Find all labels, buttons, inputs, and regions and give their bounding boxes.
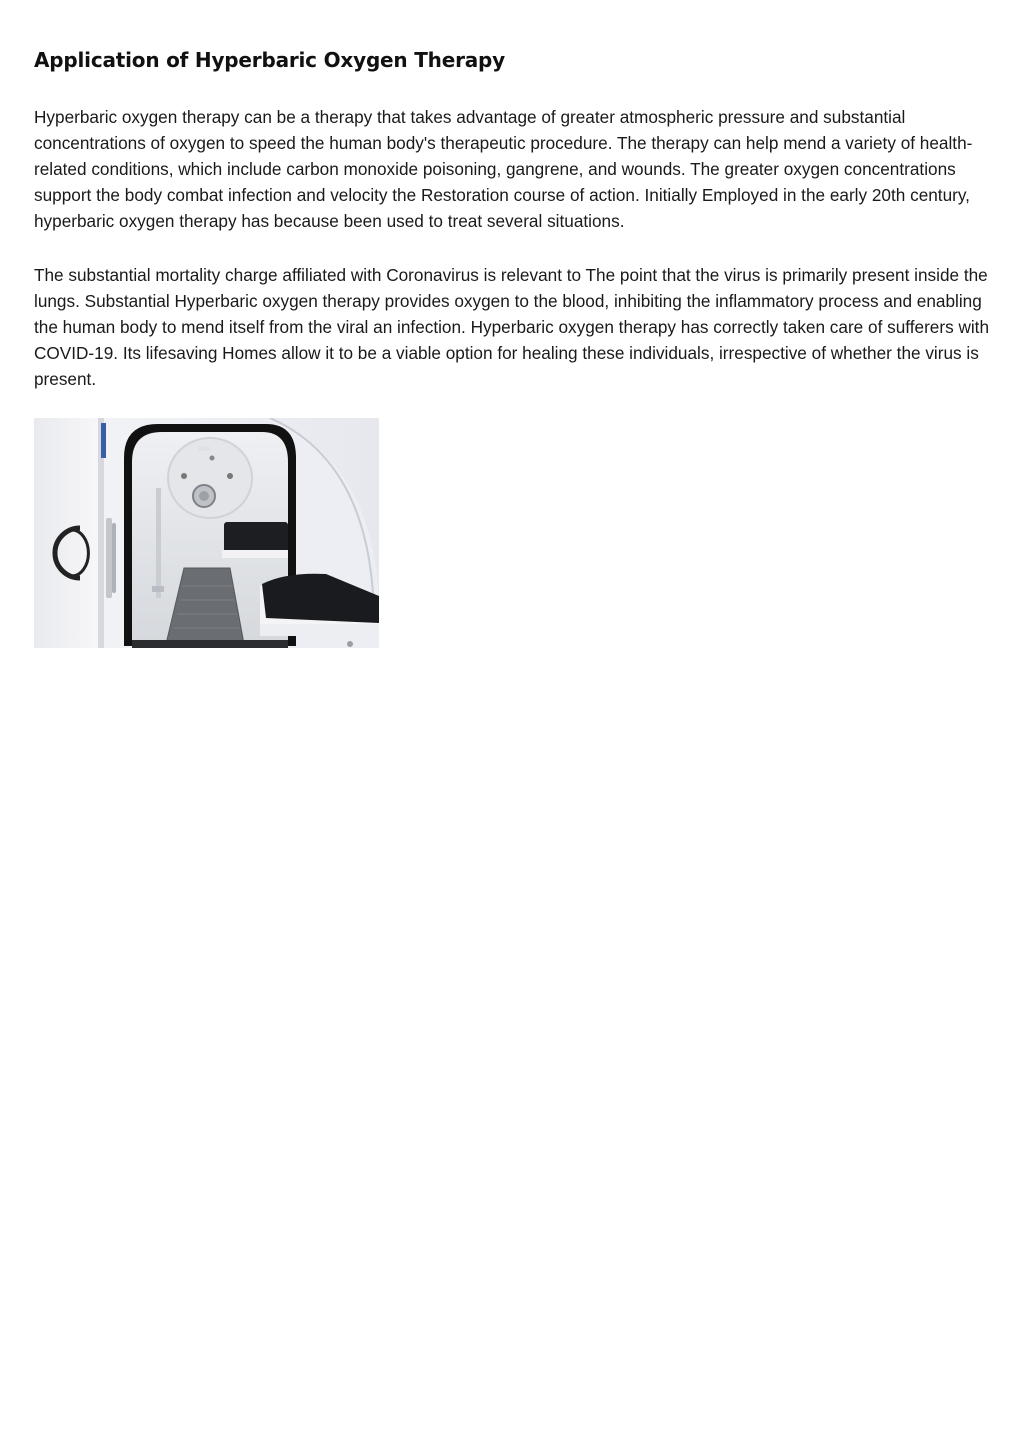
blue-valve-icon: [101, 423, 106, 458]
paragraph-covid: The substantial mortality charge affiliated with Coronavirus is relevant to The point that the virus is primarily present inside the lungs. Substantial Hyperbaric oxygen therapy provides oxygen to the blood, inhibiting the inflammatory process and enabling the human body to mend itself from the viral an infection. Hyperbaric oxygen therapy has correctly taken care of sufferers with COVID-19. Its lifesaving Homes allow it to be a viable option for healing these individuals, irrespective of whether the virus is present.: [34, 265, 990, 389]
paragraph-intro: Hyperbaric oxygen therapy can be a therapy that takes advantage of greater atmospheric pressure and substantial concentrations of oxygen to speed the human body's therapeutic procedure. The therapy can help mend a variety of health-related conditions, which include carbon monoxide poisoning, gangrene, and wounds. The greater oxygen concentrations support the body combat infection and velocity the Restoration course of action. Initially Employed in the early 20th century, hyperbaric oxygen therapy has because been used to treat several situations.: [34, 107, 973, 231]
bench-cushion: [224, 522, 288, 554]
article-title: Application of Hyperbaric Oxygen Therapy: [34, 48, 505, 72]
hyperbaric-chamber-photo: [34, 418, 379, 648]
